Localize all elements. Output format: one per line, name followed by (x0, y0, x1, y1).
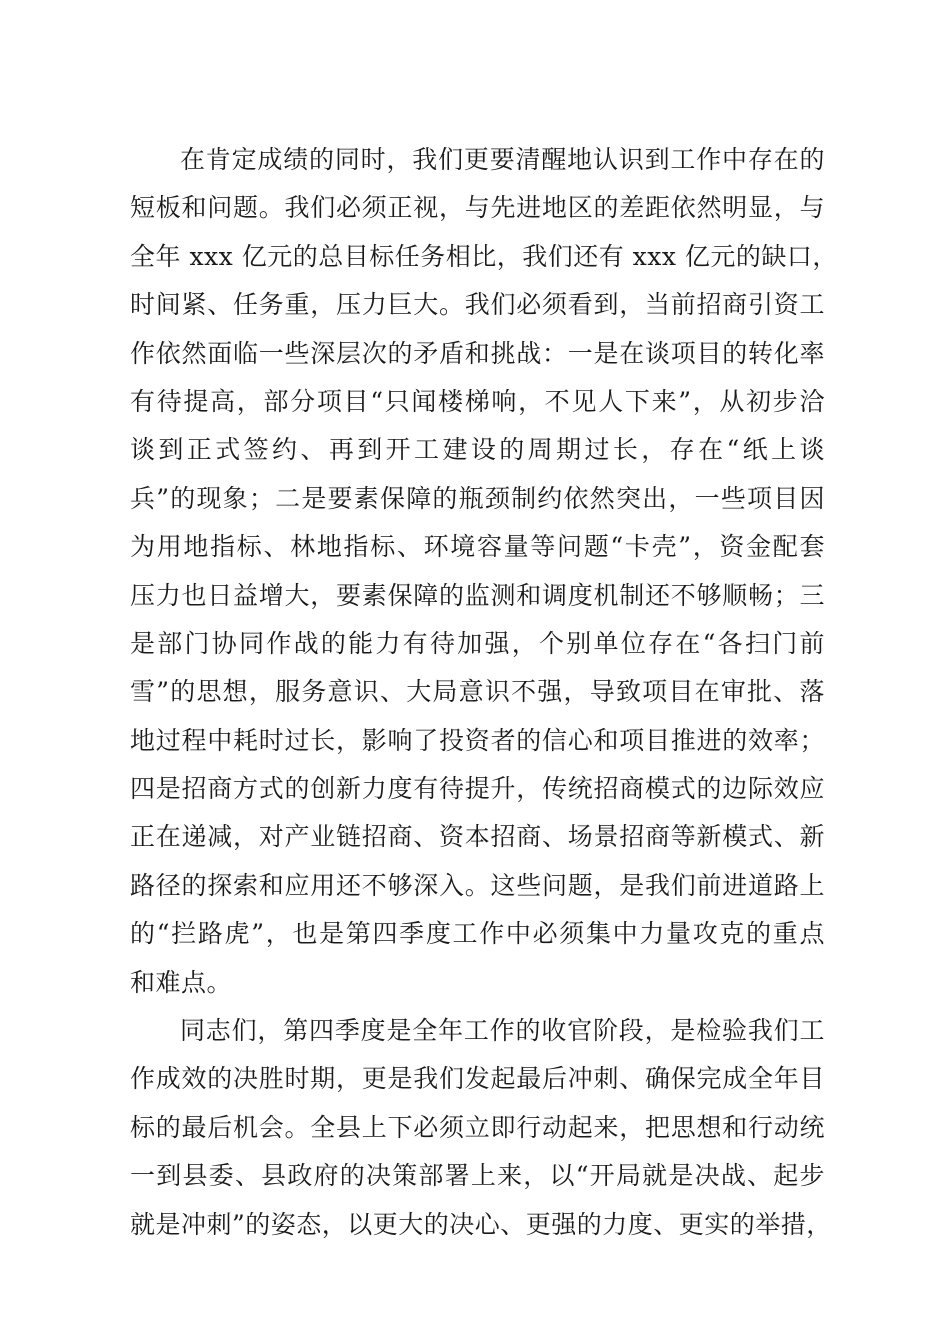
text-line: 的“拦路虎”，也是第四季度工作中必须集中力量攻克的重点 (130, 919, 825, 949)
text-line: 谈到正式签约、再到开工建设的周期过长，存在“纸上谈 (130, 435, 825, 465)
text-line: 作成效的决胜时期，更是我们发起最后冲刺、确保完成全年目 (130, 1064, 825, 1094)
paragraph-fourth-quarter (130, 1007, 832, 1249)
text-line: 为用地指标、林地指标、环境容量等问题“卡壳”，资金配套 (130, 532, 825, 562)
text-line: 作依然面临一些深层次的矛盾和挑战：一是在谈项目的转化率 (130, 338, 825, 368)
text-line: 雪”的思想，服务意识、大局意识不强，导致项目在审批、落 (130, 677, 825, 707)
document-body (130, 136, 838, 1249)
text-line: 就是冲刺”的姿态，以更大的决心、更强的力度、更实的举措， (130, 1209, 832, 1239)
text-line: 压力也日益增大，要素保障的监测和调度机制还不够顺畅；三 (130, 580, 825, 610)
text-line: 时间紧、任务重，压力巨大。我们必须看到，当前招商引资工 (130, 290, 825, 320)
text-line: 在肯定成绩的同时，我们更要清醒地认识到工作中存在的 (180, 145, 825, 174)
text-line: 一到县委、县政府的决策部署上来，以“开局就是决战、起步 (130, 1161, 825, 1191)
text-line: 和难点。 (130, 967, 233, 997)
text-line: 标的最后机会。全县上下必须立即行动起来，把思想和行动统 (130, 1112, 825, 1142)
text-line: 短板和问题。我们必须正视，与先进地区的差距依然明显，与 (130, 193, 825, 223)
text-line: 同志们，第四季度是全年工作的收官阶段，是检验我们工 (180, 1016, 825, 1046)
paragraph-problems (130, 136, 838, 1007)
text-line: 是部门协同作战的能力有待加强，个别单位存在“各扫门前 (130, 628, 825, 658)
text-line: 兵”的现象；二是要素保障的瓶颈制约依然突出，一些项目因 (130, 483, 825, 513)
text-line: 路径的探索和应用还不够深入。这些问题，是我们前进道路上 (130, 870, 825, 900)
text-line: 有待提高，部分项目“只闻楼梯响，不见人下来”，从初步洽 (130, 386, 825, 416)
text-line: 正在递减，对产业链招商、资本招商、场景招商等新模式、新 (130, 822, 825, 852)
text-line: 全年 xxx 亿元的总目标任务相比，我们还有 xxx 亿元的缺口， (130, 241, 838, 271)
text-line: 四是招商方式的创新力度有待提升，传统招商模式的边际效应 (130, 774, 825, 804)
text-line: 地过程中耗时过长，影响了投资者的信心和项目推进的效率； (130, 725, 825, 755)
